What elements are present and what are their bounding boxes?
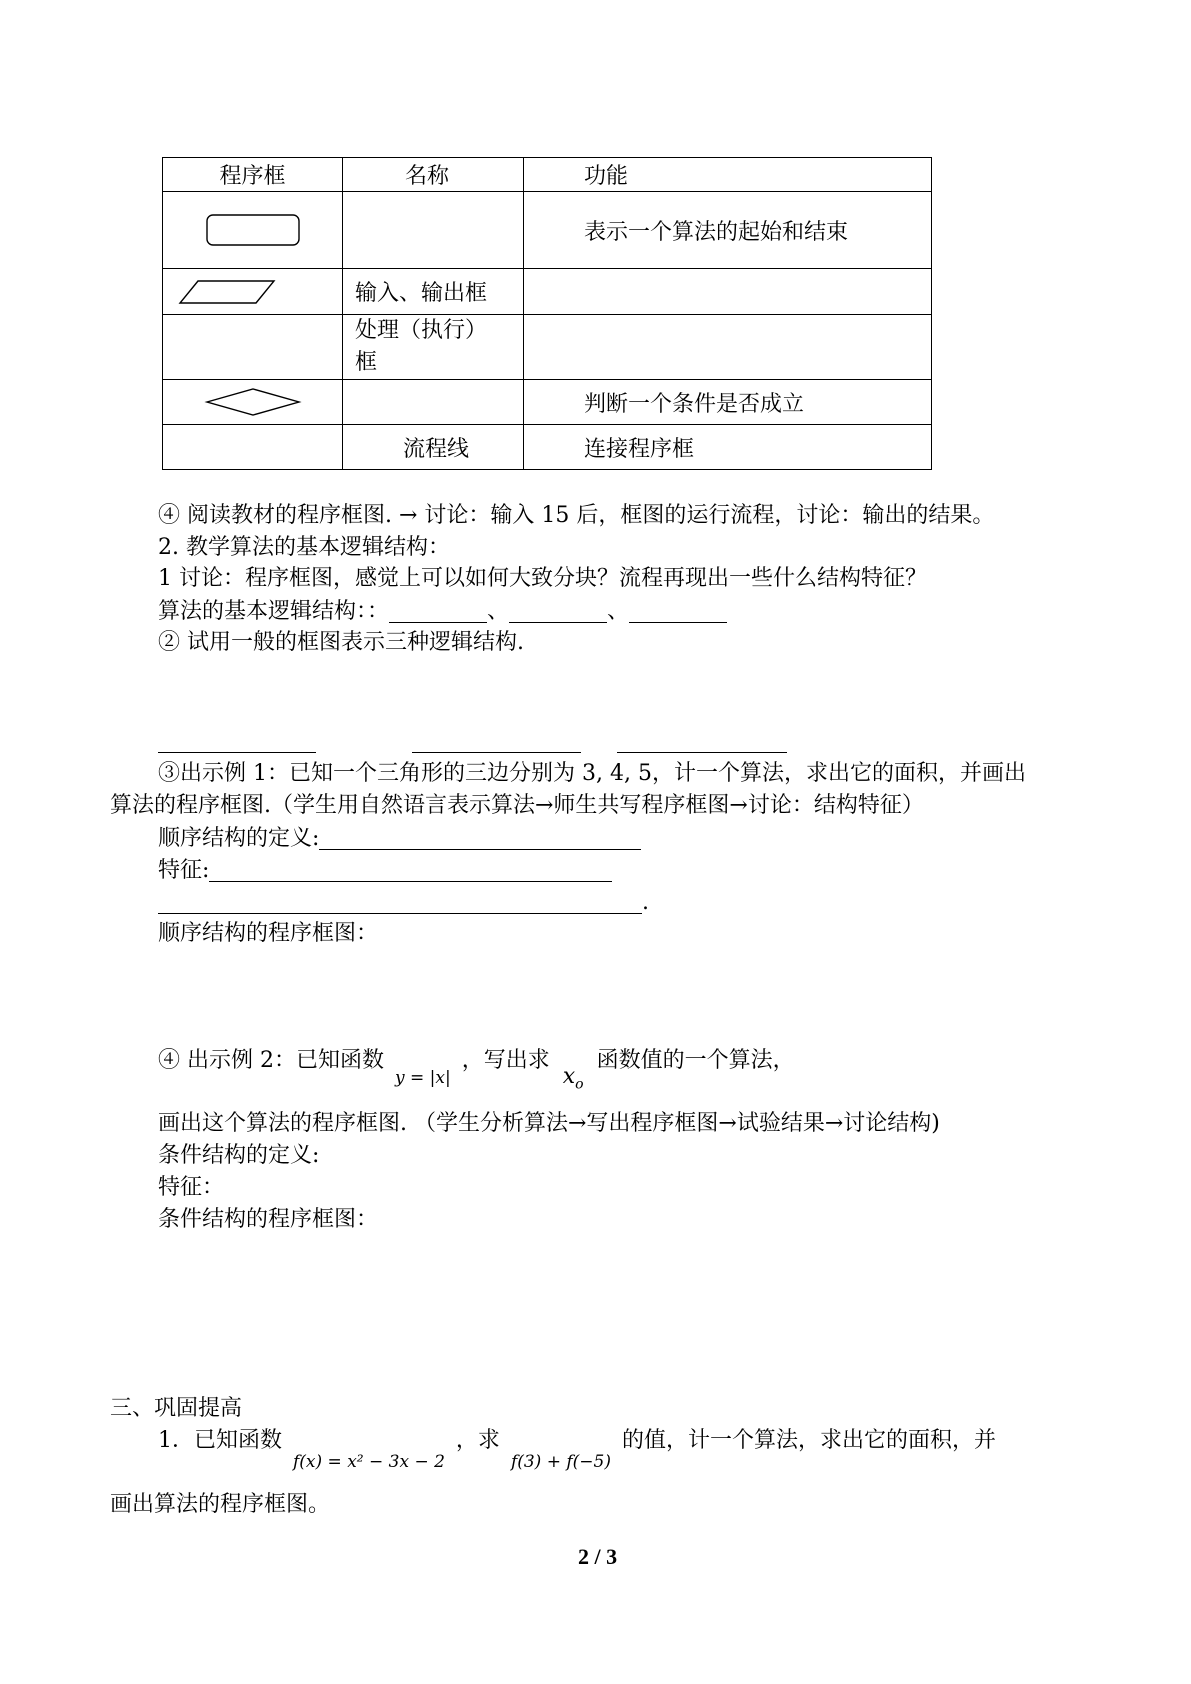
blank-line	[509, 600, 607, 623]
text-line-exercise1	[158, 1428, 996, 1472]
blank-line	[158, 891, 642, 914]
text-line-example2	[158, 1048, 795, 1093]
text-line-condition-flowchart: 条件结构的程序框图：	[158, 1207, 379, 1232]
formula-x0	[562, 1064, 584, 1093]
row5-function: 连接程序框	[524, 425, 932, 470]
flowline-shape-cell	[163, 425, 343, 470]
program-frame-table	[162, 157, 932, 470]
io-parallelogram-icon	[178, 277, 278, 307]
row2-name: 输入、输出框	[343, 269, 524, 315]
decision-diamond-icon	[203, 386, 303, 418]
table-row	[163, 192, 932, 269]
terminal-shape-cell	[163, 192, 343, 269]
header-name: 名称	[343, 158, 524, 192]
text-line-exercise1-cont: 画出算法的程序框图。	[110, 1492, 331, 1517]
table-row	[163, 425, 932, 470]
blank-line	[319, 827, 641, 850]
text-line-discussion: 1 讨论：程序框图，感觉上可以如何大致分块？流程再现出一些什么结构特征？	[158, 566, 927, 591]
section-heading-consolidation: 三、巩固提高	[110, 1396, 243, 1421]
text-line-sequence-flowchart: 顺序结构的程序框图：	[158, 921, 379, 946]
formula-x0-base: x	[562, 1064, 576, 1089]
blank-line	[412, 752, 581, 753]
terminal-rounded-rect-icon	[203, 212, 303, 248]
table-row	[163, 269, 932, 315]
text-line-three-structures: ② 试用一般的框图表示三种逻辑结构.	[158, 630, 524, 655]
row3-function	[524, 315, 932, 380]
text-line-example1-cont: 算法的程序框图.（学生用自然语言表示算法→师生共写程序框图→讨论：结构特征）	[110, 793, 924, 818]
period: .	[642, 890, 649, 915]
text-line-condition-feature: 特征：	[158, 1175, 225, 1200]
feature-label: 特征:	[158, 858, 210, 883]
text-line-logic-structure-heading: 2. 教学算法的基本逻辑结构：	[158, 535, 450, 560]
text-line-condition-definition: 条件结构的定义:	[158, 1143, 320, 1168]
row4-function: 判断一个条件是否成立	[524, 380, 932, 425]
text-line-feature	[158, 859, 612, 882]
exercise1-mid: ，求	[455, 1428, 500, 1453]
formula-y-abs-x: y = |x|	[394, 1068, 451, 1088]
row3-name-line1: 处理（执行）	[355, 318, 488, 343]
separator: 、	[487, 599, 510, 624]
text-line-read-flowchart: ④ 阅读教材的程序框图. → 讨论：输入 15 后，框图的运行流程，讨论：输出的结果。	[158, 503, 995, 528]
header-function: 功能	[524, 158, 932, 192]
decision-shape-cell	[163, 380, 343, 425]
separator: 、	[607, 599, 630, 624]
text-line-example1: ③出示例 1：已知一个三角形的三边分别为 3, 4, 5，计一个算法，求出它的面积，并画出	[158, 761, 1026, 786]
row3-name-line2: 框	[355, 350, 378, 375]
text-line-example2-cont: 画出这个算法的程序框图. （学生分析算法→写出程序框图→试验结果→讨论结构)	[158, 1111, 940, 1136]
basic-structures-label: 算法的基本逻辑结构：：	[158, 599, 390, 624]
text-line-feature-cont	[158, 891, 649, 914]
example2-mid: ，写出求	[461, 1048, 550, 1073]
example2-prefix: ④ 出示例 2：已知函数	[158, 1048, 384, 1073]
blank-line	[629, 600, 727, 623]
row5-name: 流程线	[343, 425, 524, 470]
table-header-row	[163, 158, 932, 192]
row3-name	[343, 315, 524, 380]
io-shape-cell	[163, 269, 343, 315]
row1-function: 表示一个算法的起始和结束	[524, 192, 932, 269]
formula-f-x: f(x) = x² − 3x − 2	[293, 1452, 445, 1472]
page-number: 2 / 3	[578, 1544, 618, 1569]
example2-suffix: 函数值的一个算法，	[596, 1048, 795, 1073]
header-frame: 程序框	[163, 158, 343, 192]
formula-f3-plus-f-5: f(3) + f(−5)	[510, 1452, 611, 1472]
formula-x0-subscript: o	[575, 1076, 584, 1093]
exercise1-prefix: 1．已知函数	[158, 1428, 282, 1453]
row1-name	[343, 192, 524, 269]
table-row	[163, 315, 932, 380]
table-row	[163, 380, 932, 425]
sequence-definition-label: 顺序结构的定义:	[158, 826, 320, 851]
text-line-basic-structures	[158, 600, 727, 623]
blank-line	[389, 600, 487, 623]
blank-line	[158, 752, 316, 753]
row4-name	[343, 380, 524, 425]
blank-line	[617, 752, 787, 753]
exercise1-suffix: 的值，计一个算法，求出它的面积，并	[621, 1428, 996, 1453]
text-line-sequence-definition	[158, 827, 641, 850]
blank-line	[209, 859, 612, 882]
row2-function	[524, 269, 932, 315]
process-shape-cell	[163, 315, 343, 380]
